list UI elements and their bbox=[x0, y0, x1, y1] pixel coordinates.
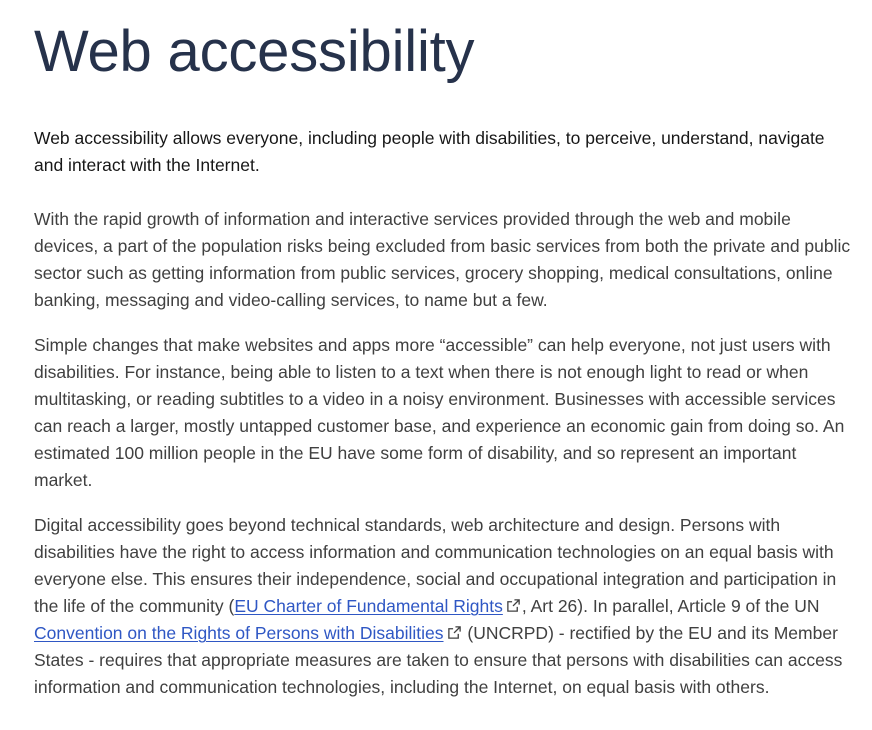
body-paragraph-digital-accessibility bbox=[34, 512, 858, 701]
external-link-icon[interactable] bbox=[506, 598, 521, 613]
eu-charter-link[interactable] bbox=[234, 596, 502, 616]
body-paragraph-growth: With the rapid growth of information and interactive services provided through the web and mobile devices, a part of the population risks being excluded from basic services from both the private and public sector such as getting information from public services, grocery shopping, medical consultations, online banking, messaging and video-calling services, to name but a few. bbox=[34, 209, 851, 310]
uncrpd-link[interactable] bbox=[34, 623, 444, 643]
paragraph-text-part: , Art 26). In parallel, Article 9 of the UN bbox=[521, 596, 820, 616]
link-label: Convention on the Rights of Persons with Disabilities bbox=[34, 623, 444, 643]
link-label: EU Charter of Fundamental Rights bbox=[234, 596, 503, 616]
lead-paragraph: Web accessibility allows everyone, including people with disabilities, to perceive, understand, navigate and interact with the Internet. bbox=[34, 128, 825, 175]
paragraph-text-part: Digital accessibility goes beyond technical standards, web architecture and design. Persons with disabilities have the right to access information and communication technologies on an equal basis with everyone else. This ensures their independence, social and occupational integration and participation in the life of the community ( bbox=[34, 515, 837, 616]
page-title: Web accessibility bbox=[34, 19, 475, 84]
paragraph-text-part: (UNCRPD) - rectified by the EU and its Member States - requires that appropriate measures are taken to ensure that persons with disabilities can access information and communication technologies, including the Internet, on equal basis with others. bbox=[34, 623, 843, 697]
body-paragraph-simple-changes: Simple changes that make websites and apps more “accessible” can help everyone, not just users with disabilities. For instance, being able to listen to a text when there is not enough light to read or when multitasking, or reading subtitles to a video in a noisy environment. Businesses with accessible services can reach a larger, mostly untapped customer base, and experience an economic gain from doing so. An estimated 100 million people in the EU have some form of disability, and so represent an important market. bbox=[34, 335, 845, 490]
external-link-icon[interactable] bbox=[447, 625, 462, 640]
